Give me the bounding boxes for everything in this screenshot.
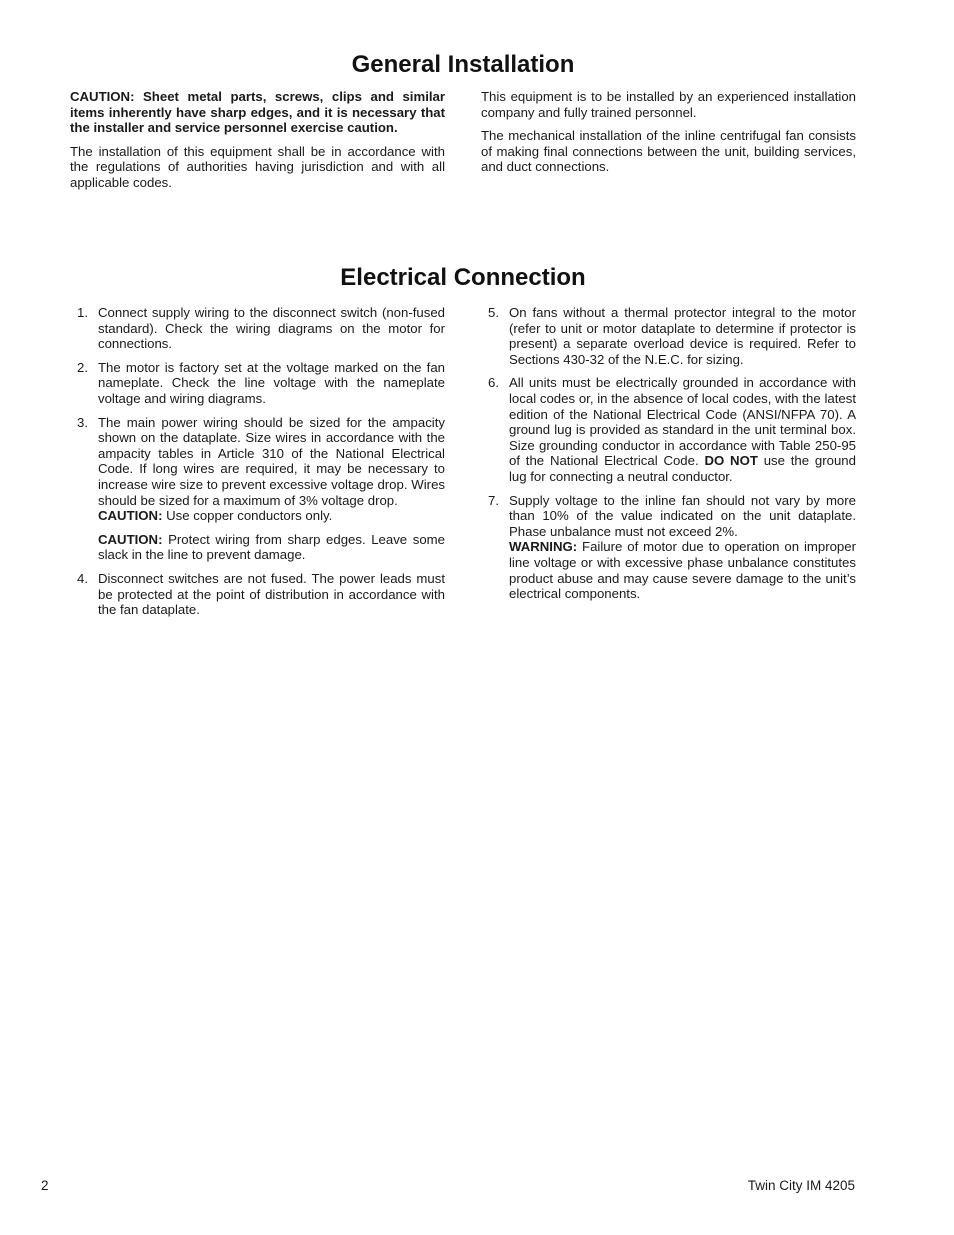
- general-left-column: [70, 89, 445, 199]
- item-number: 2.: [77, 359, 88, 375]
- item-text-before: All units must be electrically grounded in accordance with local codes or, in the absence of local codes, with the latest edition of the National Electrical Code (ANSI/NFPA 70). A ground lug is provided as standard in the unit terminal box. Size grounding conductor in accordance with Table 250-95 of the National Electrical Code.: [509, 375, 856, 469]
- item-text: Disconnect switches are not fused. The power leads must be protected at the point of distribution in accordance with the fan dataplate.: [98, 570, 445, 618]
- item-text: Connect supply wiring to the disconnect switch (non-fused standard). Check the wiring diagrams on the motor for connections.: [98, 305, 445, 352]
- warning-note: [509, 539, 856, 601]
- caution-paragraph: CAUTION: Sheet metal parts, screws, clips and similar items inherently have sharp edges, and it is necessary that the installer and service personnel exercise caution.: [70, 89, 445, 136]
- caution-note-wiring: [98, 532, 445, 563]
- general-right-column: [481, 89, 856, 183]
- electrical-list-right: [481, 305, 856, 602]
- item-number: 7.: [488, 492, 499, 508]
- list-item-1: [70, 305, 445, 352]
- item-text: Supply voltage to the inline fan should not vary by more than 10% of the value indicated on the unit dataplate. Phase unbalance must not exceed 2%.: [509, 492, 856, 539]
- item-text: The main power wiring should be sized for the ampacity shown on the dataplate. Size wires in accordance with the ampacity tables in Article 310 of the National Electrical Code. If long wires are required, it may be necessary to increase wire size to prevent excessive voltage drop. Wires should be sized for a maximum of 3% voltage drop.: [98, 414, 445, 508]
- electrical-right-column: [481, 305, 856, 610]
- item-number: 5.: [488, 305, 499, 320]
- item-text: On fans without a thermal protector integral to the motor (refer to unit or motor dataplate to determine if protector is present) a separate overload device is required. Refer to Sections 430-32 of the N.E.C. for sizing.: [509, 305, 856, 367]
- note-label: CAUTION:: [98, 531, 163, 547]
- electrical-connection-title: Electrical Connection: [340, 264, 586, 291]
- experienced-paragraph: This equipment is to be installed by an experienced installation company and fully trained personnel.: [481, 89, 856, 120]
- item-text: The motor is factory set at the voltage marked on the fan nameplate. Check the line voltage with the nameplate voltage and wiring diagrams.: [98, 359, 445, 406]
- do-not-emphasis: DO NOT: [704, 453, 758, 469]
- electrical-left-column: [70, 305, 445, 626]
- note-text: Failure of motor due to operation on improper line voltage or with excessive phase unbalance constitutes product abuse and may cause severe damage to the unit’s electrical components.: [509, 539, 856, 602]
- mechanical-paragraph: The mechanical installation of the inline centrifugal fan consists of making final connections between the unit, building services, and duct connections.: [481, 128, 856, 175]
- item-number: 6.: [488, 375, 499, 391]
- electrical-list-left: [70, 305, 445, 618]
- note-label: CAUTION:: [98, 508, 163, 524]
- note-text: Use copper conductors only.: [162, 508, 333, 524]
- caution-note-copper: [98, 508, 445, 524]
- note-text: Protect wiring from sharp edges. Leave some slack in the line to prevent damage.: [98, 531, 445, 563]
- page-number: 2: [41, 1178, 49, 1193]
- list-item-7: [481, 493, 856, 602]
- list-item-6: [481, 375, 856, 484]
- regulations-paragraph: The installation of this equipment shall be in accordance with the regulations of authorities having jurisdiction and with all applicable codes.: [70, 143, 445, 190]
- item-number: 1.: [77, 305, 88, 320]
- item-text: [509, 375, 856, 484]
- list-item-5: [481, 305, 856, 367]
- list-item-4: [70, 571, 445, 618]
- list-item-2: [70, 360, 445, 407]
- list-item-3: [70, 415, 445, 563]
- item-number: 3.: [77, 414, 88, 430]
- item-text-after: use the ground lug for connecting a neutral conductor.: [509, 453, 856, 484]
- general-installation-title: General Installation: [351, 51, 575, 78]
- document-id: Twin City IM 4205: [747, 1178, 855, 1193]
- note-label: WARNING:: [509, 539, 578, 555]
- item-number: 4.: [77, 570, 88, 586]
